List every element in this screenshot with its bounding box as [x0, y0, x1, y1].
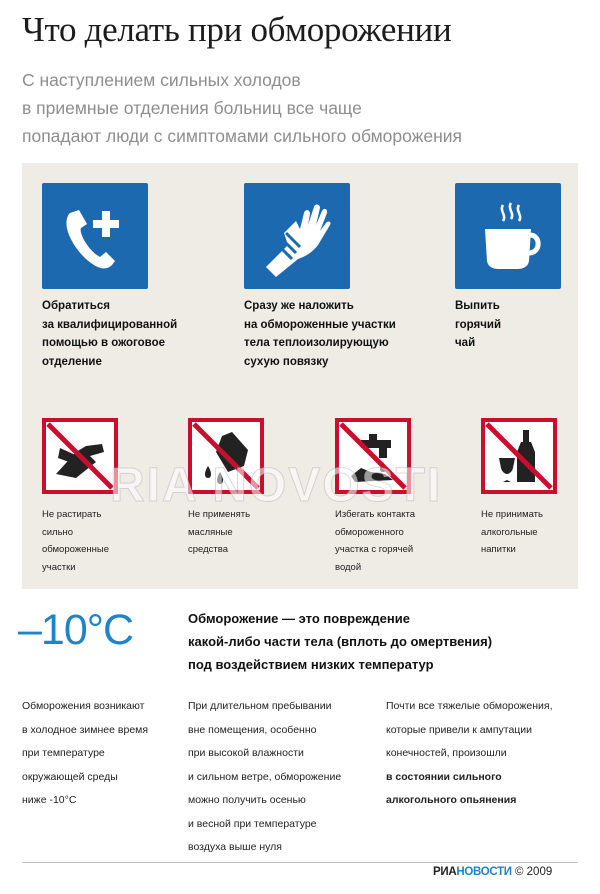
dont-item-text [188, 506, 250, 559]
info-line: вне помещения, особенно [188, 723, 317, 736]
footer-divider [22, 862, 578, 863]
definition-line: какой-либо части тела (вплоть до омертвения) [188, 634, 493, 649]
do-text-line: Выпить [455, 300, 500, 312]
no-rubbing-icon [42, 418, 118, 494]
info-line: ниже -10°C [22, 794, 77, 806]
dont-item-text [335, 506, 415, 576]
do-text-line: отделение [42, 355, 102, 368]
info-line: при высокой влажности [188, 747, 304, 759]
info-line: окружающей среды [22, 770, 118, 783]
page-title: Что делать при обморожении [22, 10, 452, 49]
copyright: © 2009 [514, 866, 553, 878]
dont-text-line: участка с горячей [335, 544, 414, 555]
dont-item-text [481, 506, 543, 559]
do-text-line: сухую повязку [244, 355, 329, 368]
dont-text-line: участки [42, 561, 76, 573]
info-line: Обморожения возникают [22, 700, 145, 712]
definition-line: под воздействием низких температур [188, 657, 434, 672]
dont-text-line: Не принимать [481, 509, 543, 520]
do-item-text [455, 297, 501, 353]
info-column [22, 695, 148, 813]
info-column [386, 695, 553, 813]
dont-text-line: водой [335, 561, 362, 573]
dont-text-line: сильно [42, 526, 74, 538]
do-item-text [42, 297, 177, 371]
phone-plus-icon [42, 183, 148, 289]
brand-logo-novosti: НОВОСТИ [456, 866, 512, 878]
info-line: воздуха выше нуля [188, 841, 282, 853]
info-column [188, 695, 341, 860]
do-text-line: на обмороженные участки [244, 318, 396, 331]
info-line: при температуре [22, 747, 105, 759]
do-text-line: Обратиться [42, 300, 110, 312]
info-line: и весной при температуре [188, 817, 317, 830]
info-line-bold: в состоянии сильного [386, 770, 502, 783]
subtitle [22, 66, 462, 150]
info-line: можно получить осенью [188, 794, 306, 806]
brand-logo-ria: РИА [433, 866, 457, 878]
footer [433, 866, 552, 878]
info-line: Почти все тяжелые обморожения, [386, 700, 553, 712]
do-item-text [244, 297, 396, 371]
dont-text-line: алкогольные [481, 526, 538, 538]
dont-text-line: напитки [481, 544, 516, 555]
do-text-line: Сразу же наложить [244, 300, 354, 312]
do-text-line: горячий [455, 318, 502, 331]
definition-line: Обморожение — это повреждение [188, 611, 410, 626]
subtitle-line: попадают люди с симптомами сильного обморожения [22, 126, 463, 146]
info-line: конечностей, произошли [386, 747, 507, 759]
dont-text-line: Избегать контакта [335, 509, 416, 520]
temperature-value: –10°C [18, 606, 133, 654]
dont-text-line: Не применять [188, 509, 251, 520]
do-text-line: чай [455, 337, 476, 349]
info-line-bold: алкогольного опьянения [386, 794, 517, 806]
definition [188, 607, 492, 676]
do-text-line: за квалифицированной [42, 318, 178, 331]
do-text-line: тела теплоизолирующую [244, 337, 389, 349]
watermark: RIA NOVOSTI [110, 459, 443, 512]
dont-text-line: Не растирать [42, 509, 102, 520]
dont-text-line: средства [188, 544, 228, 555]
info-line: в холодное зимнее время [22, 723, 149, 736]
dont-text-line: обмороженного [335, 526, 404, 538]
info-line: и сильном ветре, обморожение [188, 770, 342, 783]
info-line: При длительном пребывании [188, 700, 332, 712]
info-line: которые привели к ампутации [386, 723, 533, 736]
subtitle-line: в приемные отделения больниц все чаще [22, 98, 362, 118]
dont-item-text [42, 506, 109, 576]
subtitle-line: С наступлением сильных холодов [22, 70, 301, 90]
do-text-line: помощью в ожоговое [42, 337, 166, 349]
dont-text-line: обмороженные [42, 544, 110, 555]
hot-cup-icon [455, 183, 561, 289]
dont-text-line: масляные [188, 526, 233, 538]
bandaged-hand-icon [244, 183, 350, 289]
no-alcohol-icon [481, 418, 557, 494]
